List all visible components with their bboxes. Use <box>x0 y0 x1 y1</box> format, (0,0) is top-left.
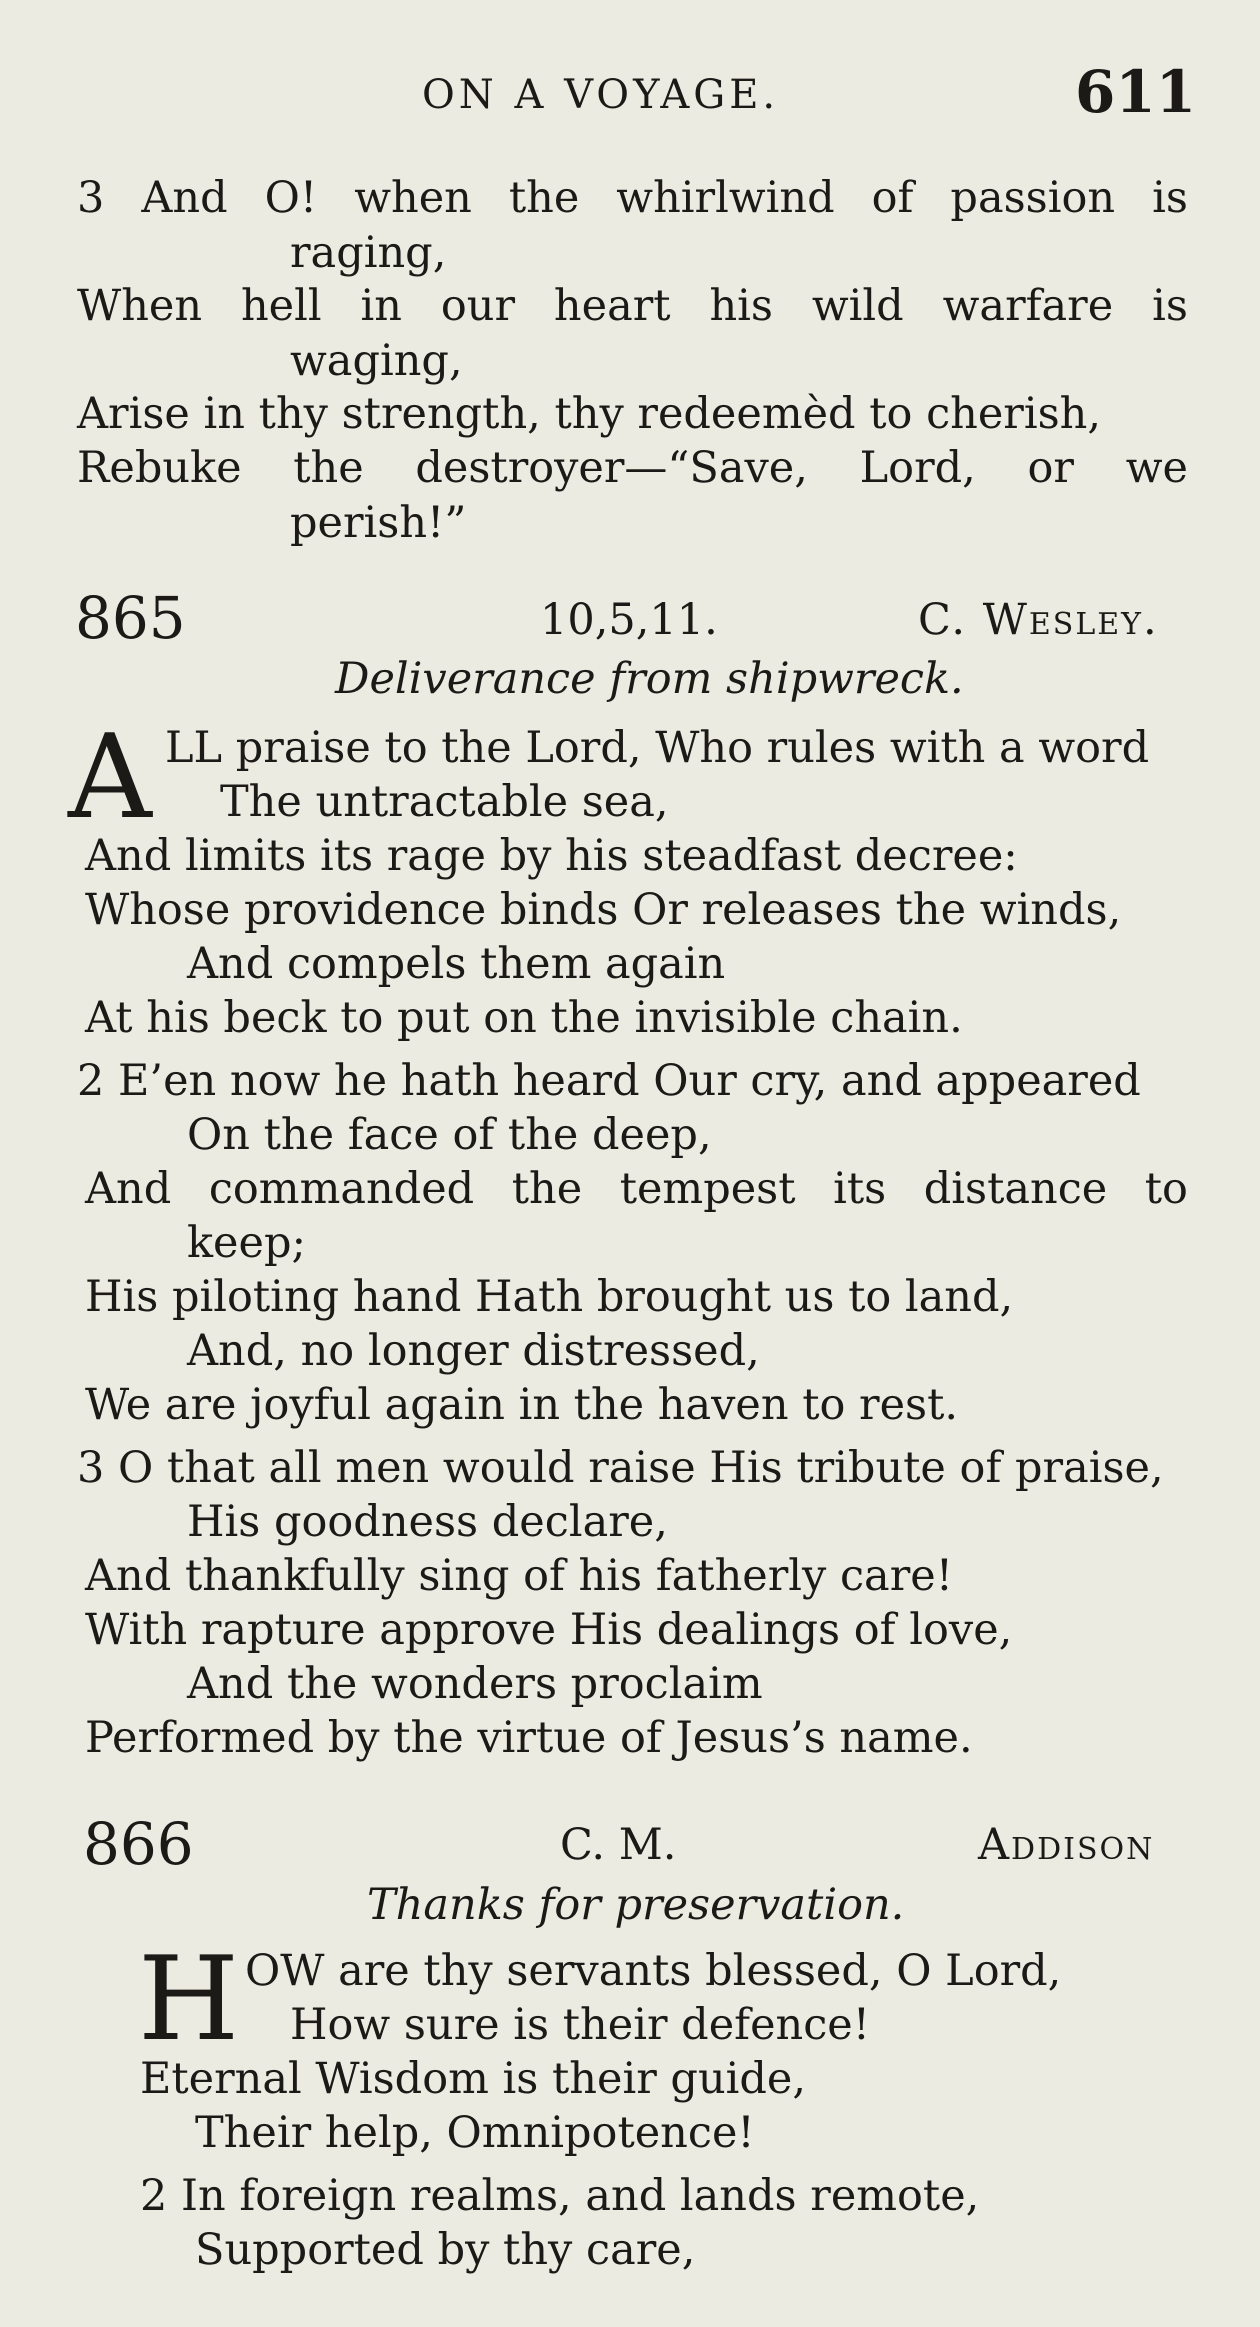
verse-line: Arise in thy strength, thy redeemèd to cherish, <box>77 389 1102 439</box>
verse-line: perish!” <box>290 498 467 548</box>
verse-line: How sure is their defence! <box>290 2000 871 2050</box>
verse-line: 2 E’en now he hath heard Our cry, and appeared <box>77 1056 1141 1106</box>
verse-line: waging, <box>290 336 463 386</box>
drop-cap: H <box>138 1932 240 2067</box>
verse-line: OW are thy servants blessed, O Lord, <box>245 1946 1062 1996</box>
hymn-author: Addison <box>978 1820 1155 1870</box>
verse-line: 3 O that all men would raise His tribute of praise, <box>77 1443 1164 1493</box>
verse-line: At his beck to put on the invisible chain. <box>85 993 963 1043</box>
drop-cap: A <box>68 710 152 845</box>
verse-line: Supported by thy care, <box>195 2225 696 2275</box>
hymn-number: 866 <box>83 1810 194 1878</box>
verse-line: raging, <box>290 228 447 278</box>
hymn-meter: C. M. <box>560 1820 677 1870</box>
page-number: 611 <box>1075 58 1197 126</box>
verse-line: LL praise to the Lord, Who rules with a word <box>165 723 1150 773</box>
verse-line: And compels them again <box>187 939 726 989</box>
verse-line: And commanded the tempest its distance to <box>85 1164 1188 1214</box>
verse-line: 2 In foreign realms, and lands remote, <box>140 2171 980 2221</box>
verse-line: We are joyful again in the haven to rest. <box>85 1380 959 1430</box>
verse-line: And the wonders proclaim <box>187 1659 763 1709</box>
verse-line: The untractable sea, <box>220 777 669 827</box>
hymn-meter: 10,5,11. <box>540 595 718 645</box>
hymn-number: 865 <box>75 584 186 652</box>
verse-line: Rebuke the destroyer—“Save, Lord, or we <box>77 443 1188 493</box>
hymn-title: Deliverance from shipwreck. <box>335 654 964 704</box>
verse-line: Performed by the virtue of Jesus’s name. <box>85 1713 973 1763</box>
verse-line: His goodness declare, <box>187 1497 668 1547</box>
verse-line: 3 And O! when the whirlwind of passion is <box>77 173 1188 223</box>
verse-line: And thankfully sing of his fatherly care! <box>85 1551 953 1601</box>
verse-line: On the face of the deep, <box>187 1110 712 1160</box>
verse-line: Eternal Wisdom is their guide, <box>140 2054 807 2104</box>
verse-line: And limits its rage by his steadfast decree: <box>85 831 1018 881</box>
hymn-author: C. Wesley. <box>918 595 1159 645</box>
verse-line: keep; <box>187 1218 306 1268</box>
verse-line: His piloting hand Hath brought us to land, <box>85 1272 1014 1322</box>
hymn-title: Thanks for preservation. <box>367 1880 905 1930</box>
verse-line: Whose providence binds Or releases the winds, <box>85 885 1122 935</box>
verse-line: And, no longer distressed, <box>187 1326 760 1376</box>
verse-line: With rapture approve His dealings of love, <box>85 1605 1013 1655</box>
verse-line: Their help, Omnipotence! <box>195 2108 755 2158</box>
running-header: ON A VOYAGE. <box>422 72 780 118</box>
verse-line: When hell in our heart his wild warfare is <box>77 281 1188 331</box>
